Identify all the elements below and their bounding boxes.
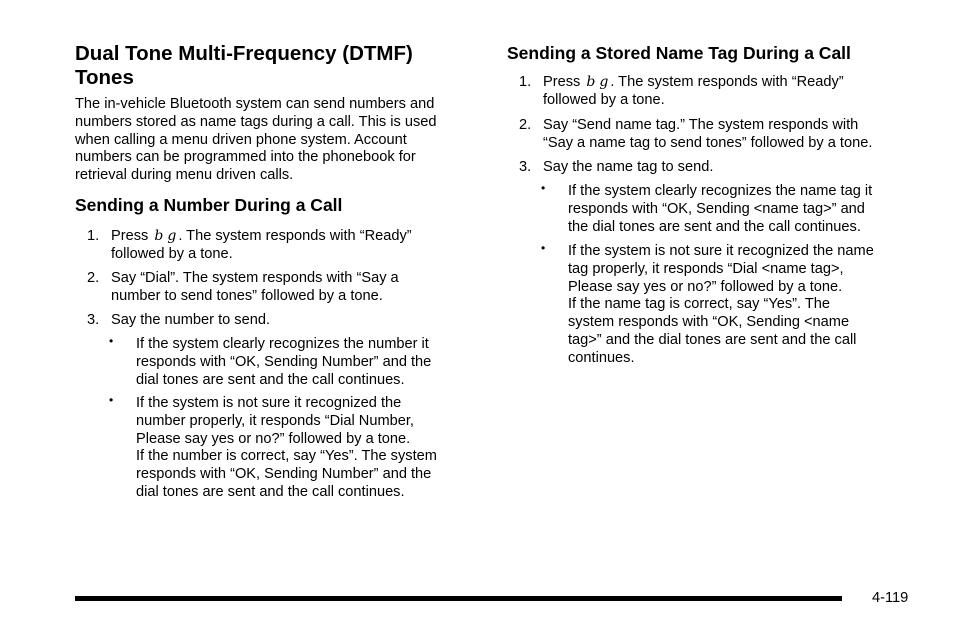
intro-line: when calling a menu driven phone system. Account	[75, 131, 407, 148]
intro-line: The in-vehicle Bluetooth system can send numbers and	[75, 96, 435, 112]
bullet-line: responds with “OK, Sending Number” and the	[136, 466, 432, 483]
step-text-press: Press	[543, 74, 581, 90]
step-text-line: Say the name tag to send.	[543, 159, 714, 175]
step-text-press: Press	[111, 228, 149, 244]
intro-line: retrieval during menu driven calls.	[75, 167, 294, 184]
page-number: 4-119	[872, 590, 909, 606]
bullet-dot: •	[541, 181, 546, 195]
step-number: 1.	[519, 74, 532, 90]
bullet-dot: •	[109, 393, 114, 407]
step-number: 2.	[519, 117, 532, 133]
step-number: 1.	[87, 228, 100, 244]
section-heading-name-tag: Sending a Stored Name Tag During a Call	[507, 43, 851, 63]
step-text-line: Say “Dial”. The system responds with “Say a	[111, 270, 399, 286]
bullet-line: Please say yes or no?” followed by a tone.	[568, 278, 843, 295]
bullet-line: the dial tones are sent and the call continues.	[568, 218, 861, 235]
step-text	[111, 270, 399, 306]
voice-icon: g	[599, 74, 609, 90]
step-text	[111, 228, 412, 264]
step-text-line: followed by a tone.	[111, 245, 233, 262]
phone-icon: b	[586, 74, 596, 90]
step-number: 3.	[87, 312, 100, 328]
intro-paragraph	[75, 96, 485, 185]
bullet-text	[568, 243, 874, 368]
bullet-line: If the number is correct, say “Yes”. The system	[136, 448, 437, 465]
section-heading-number: Sending a Number During a Call	[75, 195, 343, 215]
footer-rule	[75, 596, 842, 601]
bullet-dot: •	[109, 334, 114, 348]
bullet-line: If the system is not sure it recognized the name	[568, 243, 874, 259]
bullet-line: tag properly, it responds “Dial <name tag>,	[568, 260, 844, 277]
bullet-line: If the system is not sure it recognized the	[136, 395, 402, 411]
step-text-line: Say “Send name tag.” The system responds with	[543, 117, 859, 133]
page-title-line2: Tones	[75, 66, 134, 89]
bullet-line: responds with “OK, Sending <name tag>” and	[568, 200, 865, 217]
page-title	[75, 42, 495, 90]
step-text	[543, 159, 713, 177]
page-title-line1: Dual Tone Multi-Frequency (DTMF)	[75, 42, 413, 65]
step-text-line: followed by a tone.	[543, 91, 665, 108]
bullet-line: dial tones are sent and the call continues.	[136, 371, 405, 388]
bullet-line: If the system clearly recognizes the name tag it	[568, 183, 873, 199]
step-text-line: number to send tones” followed by a tone.	[111, 287, 383, 304]
bullet-text	[136, 395, 437, 502]
bullet-line: Please say yes or no?” followed by a tone.	[136, 430, 411, 447]
step-text-line: “Say a name tag to send tones” followed by a tone.	[543, 134, 873, 151]
bullet-line: tag>” and the dial tones are sent and the call	[568, 331, 857, 348]
bullet-line: number properly, it responds “Dial Number,	[136, 412, 414, 429]
voice-icon: g	[167, 228, 177, 244]
intro-line: numbers stored as name tags during a call. This is used	[75, 113, 437, 130]
bullet-line: If the name tag is correct, say “Yes”. The	[568, 296, 830, 313]
bullet-text	[568, 183, 872, 236]
step-number: 3.	[519, 159, 532, 175]
step-text-rest: . The system responds with “Ready”	[178, 228, 412, 244]
bullet-dot: •	[541, 241, 546, 255]
step-text-rest: . The system responds with “Ready”	[610, 74, 844, 90]
step-text	[543, 117, 872, 153]
step-text	[111, 312, 270, 330]
step-number: 2.	[87, 270, 100, 286]
bullet-line: responds with “OK, Sending Number” and the	[136, 353, 432, 370]
phone-icon: b	[154, 228, 164, 244]
intro-line: numbers can be programmed into the phonebook for	[75, 149, 416, 166]
bullet-line: If the system clearly recognizes the number it	[136, 336, 429, 352]
step-text-line: Say the number to send.	[111, 312, 271, 328]
bullet-line: system responds with “OK, Sending <name	[568, 314, 850, 331]
bullet-line: continues.	[568, 349, 635, 366]
bullet-line: dial tones are sent and the call continues.	[136, 483, 405, 500]
bullet-text	[136, 336, 431, 389]
step-text	[543, 74, 844, 110]
